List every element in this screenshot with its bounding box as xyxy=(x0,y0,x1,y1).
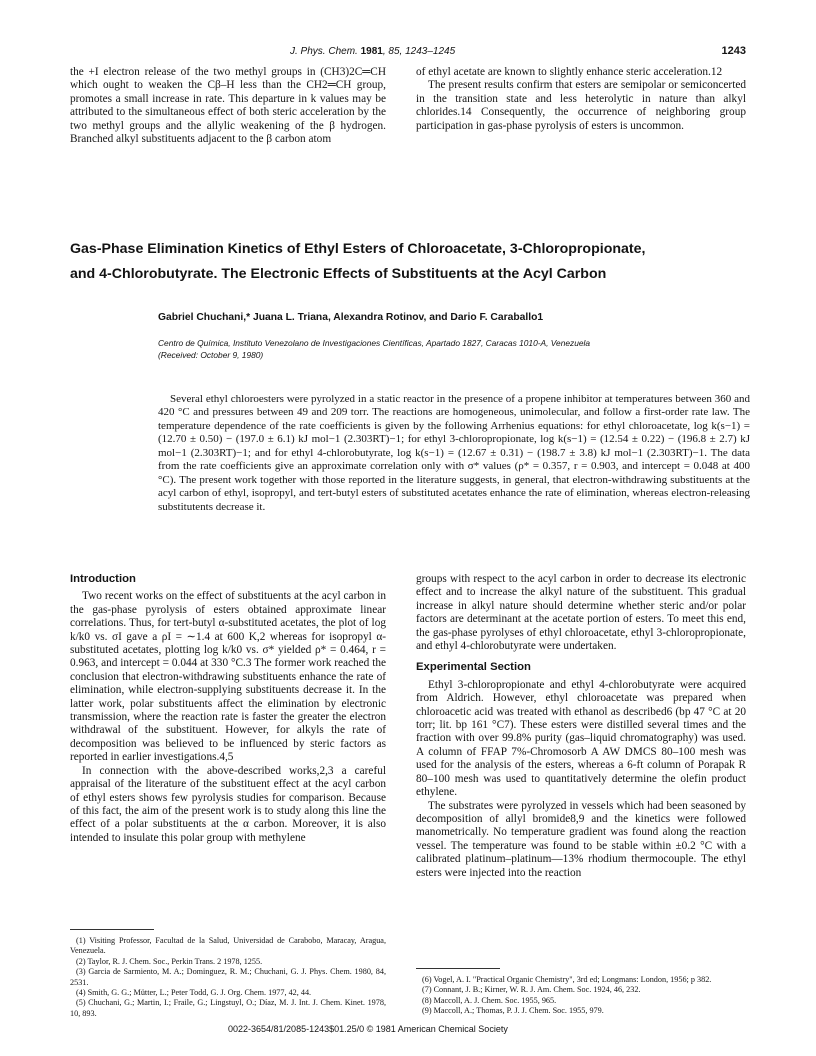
footnote: (4) Smith, G. G.; Mütter, L.; Peter Todd, G. J. Org. Chem. 1977, 42, 44. xyxy=(76,988,312,998)
previous-article-text-cont: of ethyl acetate are known to slightly enhance steric acceleration.12 xyxy=(416,66,723,78)
footnote: (1) Visiting Professor, Facultad de la Salud, Universidad de Carabobo, Maracay, Aragua, Venezuela. xyxy=(70,936,386,956)
experimental-heading: Experimental Section xyxy=(416,661,531,674)
abstract xyxy=(158,393,750,514)
footnote-divider-right xyxy=(416,968,500,969)
journal-name: J. Phys. Chem. xyxy=(290,46,358,57)
footnote: (7) Connant, J. B.; Kirner, W. R. J. Am. Chem. Soc. 1924, 46, 232. xyxy=(422,985,641,995)
title-line-2: and 4-Chlorobutyrate. The Electronic Effects of Substituents at the Acyl Carbon xyxy=(70,266,607,282)
abstract-text: Several ethyl chloroesters were pyrolyzed in a static reactor in the presence of a propene inhibitor at temperatures between 360 and 420 °C and pressures between 49 and 209 torr. The reactions are homogeneous, unimolecular, and follow a first-order rate law. The temperature dependence of the rate coefficients is given by the following Arrhenius equations: for ethyl chloroacetate, log k(s−1) = (12.70 ± 0.50) − (197.0 ± 6.1) kJ mol−1 (2.303RT)−1; for ethyl 3-chloropropionate, log k(s−1) = (12.54 ± 0.22) − (196.8 ± 2.7) kJ mol−1 (2.303RT)−1; and for ethyl 4-chlorobutyrate, log k(s−1) = (12.67 ± 0.31) − (198.7 ± 3.8) kJ mol−1 (2.303RT)−1. The data from the rate coefficients give an approximate correlation only with σ* values (ρ* = 0.357, r = 0.903, and intercept = 0.048 at 400 °C). The present work together with those reported in the literature suggests, in general, that electron-withdrawing substituents at the acyl carbon of ethyl, isopropyl, and tert-butyl esters of substituted acetates enhance the rate of elimination, whereas electron-releasing substitutents decrease it. xyxy=(158,393,750,513)
main-right-column xyxy=(416,573,746,880)
footnotes-right xyxy=(416,975,746,1017)
received-date: (Received: October 9, 1980) xyxy=(158,350,264,360)
footnote-divider-left xyxy=(70,929,154,930)
previous-article-right-column xyxy=(416,66,746,133)
affiliation-block xyxy=(158,337,758,361)
footnote: (2) Taylor, R. J. Chem. Soc., Perkin Trans. 2 1978, 1255. xyxy=(76,956,263,966)
author-list: Gabriel Chuchani,* Juana L. Triana, Alexandra Rotinov, and Dario F. Caraballo1 xyxy=(158,312,544,323)
volume-pages: , 85, 1243–1245 xyxy=(382,46,456,57)
intro-paragraph-2: In connection with the above-described works,2,3 a careful appraisal of the literature of the substituent effect at the acyl carbon of ethyl esters shows few pyrolysis studies for comparison. Because of this fact, the aim of the present work is to study along this line the effect of a polar substituents at the α carbon. Moreover, it is also intended to insulate this polar group with methylene xyxy=(70,764,386,844)
intro-paragraph-1: Two recent works on the effect of substituents at the acyl carbon in the gas-phase pyrolysis of esters obtained approximate linear correlations. Thus, for tert-butyl α-substituted acetates, the plot of log k/k0 vs. σI gave a ρI = ∼1.4 at 600 K,2 whereas for isopropyl α-substituted acetates, plotting log k/k0 vs. σ* yielded ρ* = 0.464, r = 0.963, and intercept = 0.044 at 330 °C.3 The former work reached the conclusion that electron-withdrawing substituents enhance the rate of elimination, while electron-supplying substituents decrease it. In the latter work, polar substituents affect the elimination by electronic transmission, where the reaction rate is faster the greater the electron withdrawal of the substituent. However, for alkyls the rate of decomposition was believed to be influenced by steric factors as reported in earlier investigations.4,5 xyxy=(70,590,386,764)
affiliation: Centro de Química, Instituto Venezolano de Investigaciones Científicas, Apartado 1827, Caracas 1010-A, Venezuela xyxy=(158,338,591,348)
footnote: (9) Maccoll, A.; Thomas, P. J. J. Chem. Soc. 1955, 979. xyxy=(422,1006,604,1016)
footnote: (6) Vogel, A. I. "Practical Organic Chemistry", 3rd ed; Longmans: London, 1956; p 382. xyxy=(422,975,712,984)
experimental-paragraph-2: The substrates were pyrolyzed in vessels which had been seasoned by decomposition of allyl bromide8,9 and the kinetics were followed manometrically. No temperature gradient was found along the reaction vessel. The temperature was found to be stable within ±0.2 °C with a calibrated platinum–platinum—13% rhodium thermocouple. The ethyl esters were injected into the reaction xyxy=(416,799,746,879)
previous-article-conclusion: The present results confirm that esters are semipolar or semiconcerted in the transition state and less heterolytic in nature than alkyl chlorides.14 Consequently, the occurrence of neighboring group participation in gas-phase pyrolysis of esters is uncommon. xyxy=(416,79,746,132)
main-left-column xyxy=(70,573,386,845)
journal-year: 1981 xyxy=(360,46,383,57)
experimental-paragraph-1: Ethyl 3-chloropropionate and ethyl 4-chlorobutyrate were acquired from Aldrich. However, ethyl chloroacetate was prepared when chloroacetic acid was treated with ethanol as described6 (bp 47 °C at 20 torr; lit. bp 161 °C7). These esters were distilled several times and the fraction with over 99.8% purity (gas–liquid chromatography) was used. A column of FFAP 7%-Chromosorb A AW DMCS 80–100 mesh was used for the analysis of the esters, whereas a 6-ft column of Porapak R 80–100 mesh was used to quantitatively determine the olefin product ethylene. xyxy=(416,678,746,799)
previous-article-left-column xyxy=(70,66,386,146)
intro-continuation: groups with respect to the acyl carbon in order to decrease its electronic effect and to increase the alkyl nature of the substituent. This gradual increase in alkyl nature should determine whether steric and/or polar factors are determinant at the acetate portion of esters. To meet this end, the gas-phase pyrolyses of ethyl chloroacetate, ethyl 3-chloropropionate, and ethyl 4-chlorobutyrate were undertaken. xyxy=(416,573,746,653)
article-title xyxy=(70,237,750,287)
running-header xyxy=(290,46,590,57)
footnote: (5) Chuchani, G.; Martin, I.; Fraile, G.; Lingstuyl, O.; Díaz, M. J. Int. J. Chem. Kinet. 1978, 10, 893. xyxy=(70,998,386,1018)
copyright-footer: 0022-3654/81/2085-1243$01.25/0 © 1981 American Chemical Society xyxy=(228,1024,508,1034)
footnote: (8) Maccoll, A. J. Chem. Soc. 1955, 965. xyxy=(422,995,557,1005)
page-number: 1243 xyxy=(721,45,746,57)
footnote: (3) Garcia de Sarmiento, M. A.; Dominguez, R. M.; Chuchani, G. J. Phys. Chem. 1980, 84, 2531. xyxy=(70,967,386,987)
title-line-1: Gas-Phase Elimination Kinetics of Ethyl Esters of Chloroacetate, 3-Chloropropionate, xyxy=(70,241,646,257)
footnotes-left xyxy=(70,936,386,1019)
previous-article-text: the +I electron release of the two methyl groups in (CH3)2C═CH which ought to weaken the Cβ–H less than the CH2═CH group, promotes a small increase in rate. This departure in k values may be attributed to the simultaneous effect of both steric acceleration by the two methyl groups and the allylic weakening of the β hydrogen. Branched alkyl substituents adjacent to the β carbon atom xyxy=(70,66,386,146)
introduction-heading: Introduction xyxy=(70,573,136,585)
